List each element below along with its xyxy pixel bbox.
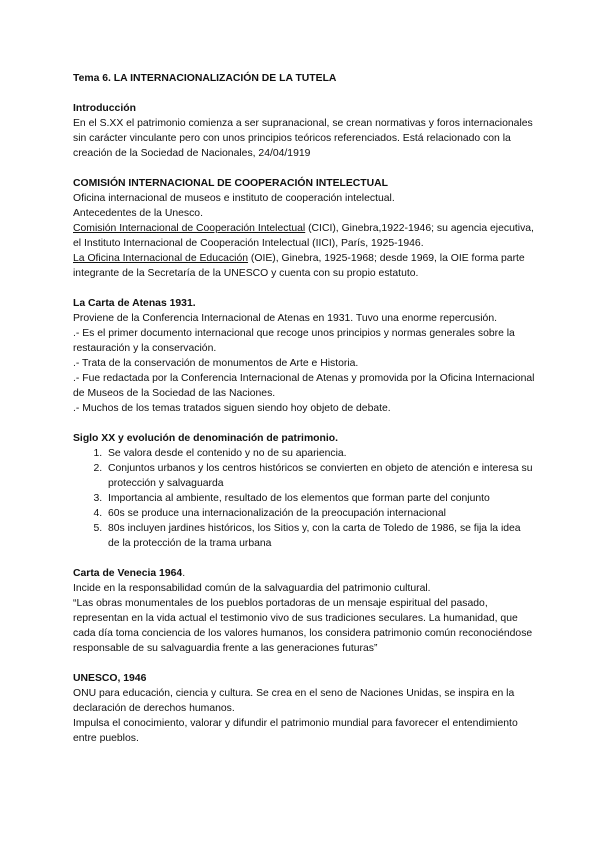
list-item: 5. 80s incluyen jardines históricos, los Sitios y, con la carta de Toledo de 1986, se fija la idea de la protección de la trama urbana [105, 521, 535, 551]
cici-link: Comisión Internacional de Cooperación Intelectual [73, 223, 306, 234]
cici-text: (CICI), Ginebra,1922-1946; su agencia ejecutiva, el Instituto Internacional de Cooperación Intelectual (IICI), París, 1925-1946. [73, 223, 534, 249]
atenas-line: .- Fue redactada por la Conferencia Internacional de Atenas y promovida por la Oficina Internacional de Museos de la Sociedad de las Naciones. [73, 373, 535, 399]
venecia-heading-line [73, 566, 535, 581]
venecia-line: Incide en la responsabilidad común de la salvaguardia del patrimonio cultural. [73, 583, 431, 594]
introduccion-heading: Introducción [73, 103, 136, 114]
oie-link: La Oficina Internacional de Educación [73, 253, 249, 264]
cici-paragraph [73, 221, 535, 251]
introduccion-text: En el S.XX el patrimonio comienza a ser supranacional, se crean normativas y foros internacionales sin carácter vinculante pero con unos principios teóricos referenciados. Está relacionado con la creación de la Sociedad de Nacionales, 24/04/1919 [73, 118, 533, 159]
list-item: 3. Importancia al ambiente, resultado de los elementos que forman parte del conjunto [105, 491, 535, 506]
comision-heading: COMISIÓN INTERNACIONAL DE COOPERACIÓN INTELECTUAL [73, 178, 388, 189]
atenas-line: Proviene de la Conferencia Internacional de Atenas en 1931. Tuvo una enorme repercusión. [73, 313, 497, 324]
unesco-heading: UNESCO, 1946 [73, 673, 147, 684]
list-item: 1. Se valora desde el contenido y no de su apariencia. [105, 446, 535, 461]
oie-text: (OIE), Ginebra, 1925-1968; desde 1969, la OIE forma parte integrante de la Secretaría de la UNESCO y cuenta con su propio estatuto. [73, 253, 525, 279]
atenas-line: .- Muchos de los temas tratados siguen siendo hoy objeto de debate. [73, 403, 391, 414]
venecia-heading: Carta de Venecia 1964 [73, 568, 183, 579]
section-atenas [73, 296, 535, 416]
siglo-list [73, 446, 535, 551]
document-page [73, 71, 535, 761]
comision-line: Oficina internacional de museos e instituto de cooperación intelectual. [73, 193, 395, 204]
atenas-line: .- Trata de la conservación de monumentos de Arte e Historia. [73, 358, 359, 369]
document-title: Tema 6. LA INTERNACIONALIZACIÓN DE LA TUTELA [73, 73, 337, 84]
atenas-line: .- Es el primer documento internacional que recoge unos principios y normas generales sobre la restauración y la conservación. [73, 328, 515, 354]
section-unesco [73, 671, 535, 746]
section-venecia [73, 566, 535, 656]
section-introduccion [73, 101, 535, 161]
venecia-quote: “Las obras monumentales de los pueblos portadoras de un mensaje espiritual del pasado, representan en la vida actual el testimonio vivo de sus tradiciones seculares. La humanidad, que cada día toma conciencia de los valores humanos, los considera patrimonio común reconociéndose responsable de su salvaguardia frente a las generaciones futuras” [73, 598, 533, 654]
comision-line: Antecedentes de la Unesco. [73, 208, 203, 219]
venecia-heading-tail: . [182, 568, 186, 579]
list-item: 2. Conjuntos urbanos y los centros históricos se convierten en objeto de atención e interesa su protección y salvaguarda [105, 461, 535, 491]
section-siglo [73, 431, 535, 551]
unesco-line: Impulsa el conocimiento, valorar y difundir el patrimonio mundial para favorecer el entendimiento entre pueblos. [73, 718, 518, 744]
unesco-line: ONU para educación, ciencia y cultura. Se crea en el seno de Naciones Unidas, se inspira en la declaración de derechos humanos. [73, 688, 515, 714]
oie-paragraph [73, 251, 535, 281]
atenas-heading: La Carta de Atenas 1931. [73, 298, 196, 309]
section-comision [73, 176, 535, 281]
siglo-heading: Siglo XX y evolución de denominación de patrimonio. [73, 433, 338, 444]
list-item: 4. 60s se produce una internacionalización de la preocupación internacional [105, 506, 535, 521]
